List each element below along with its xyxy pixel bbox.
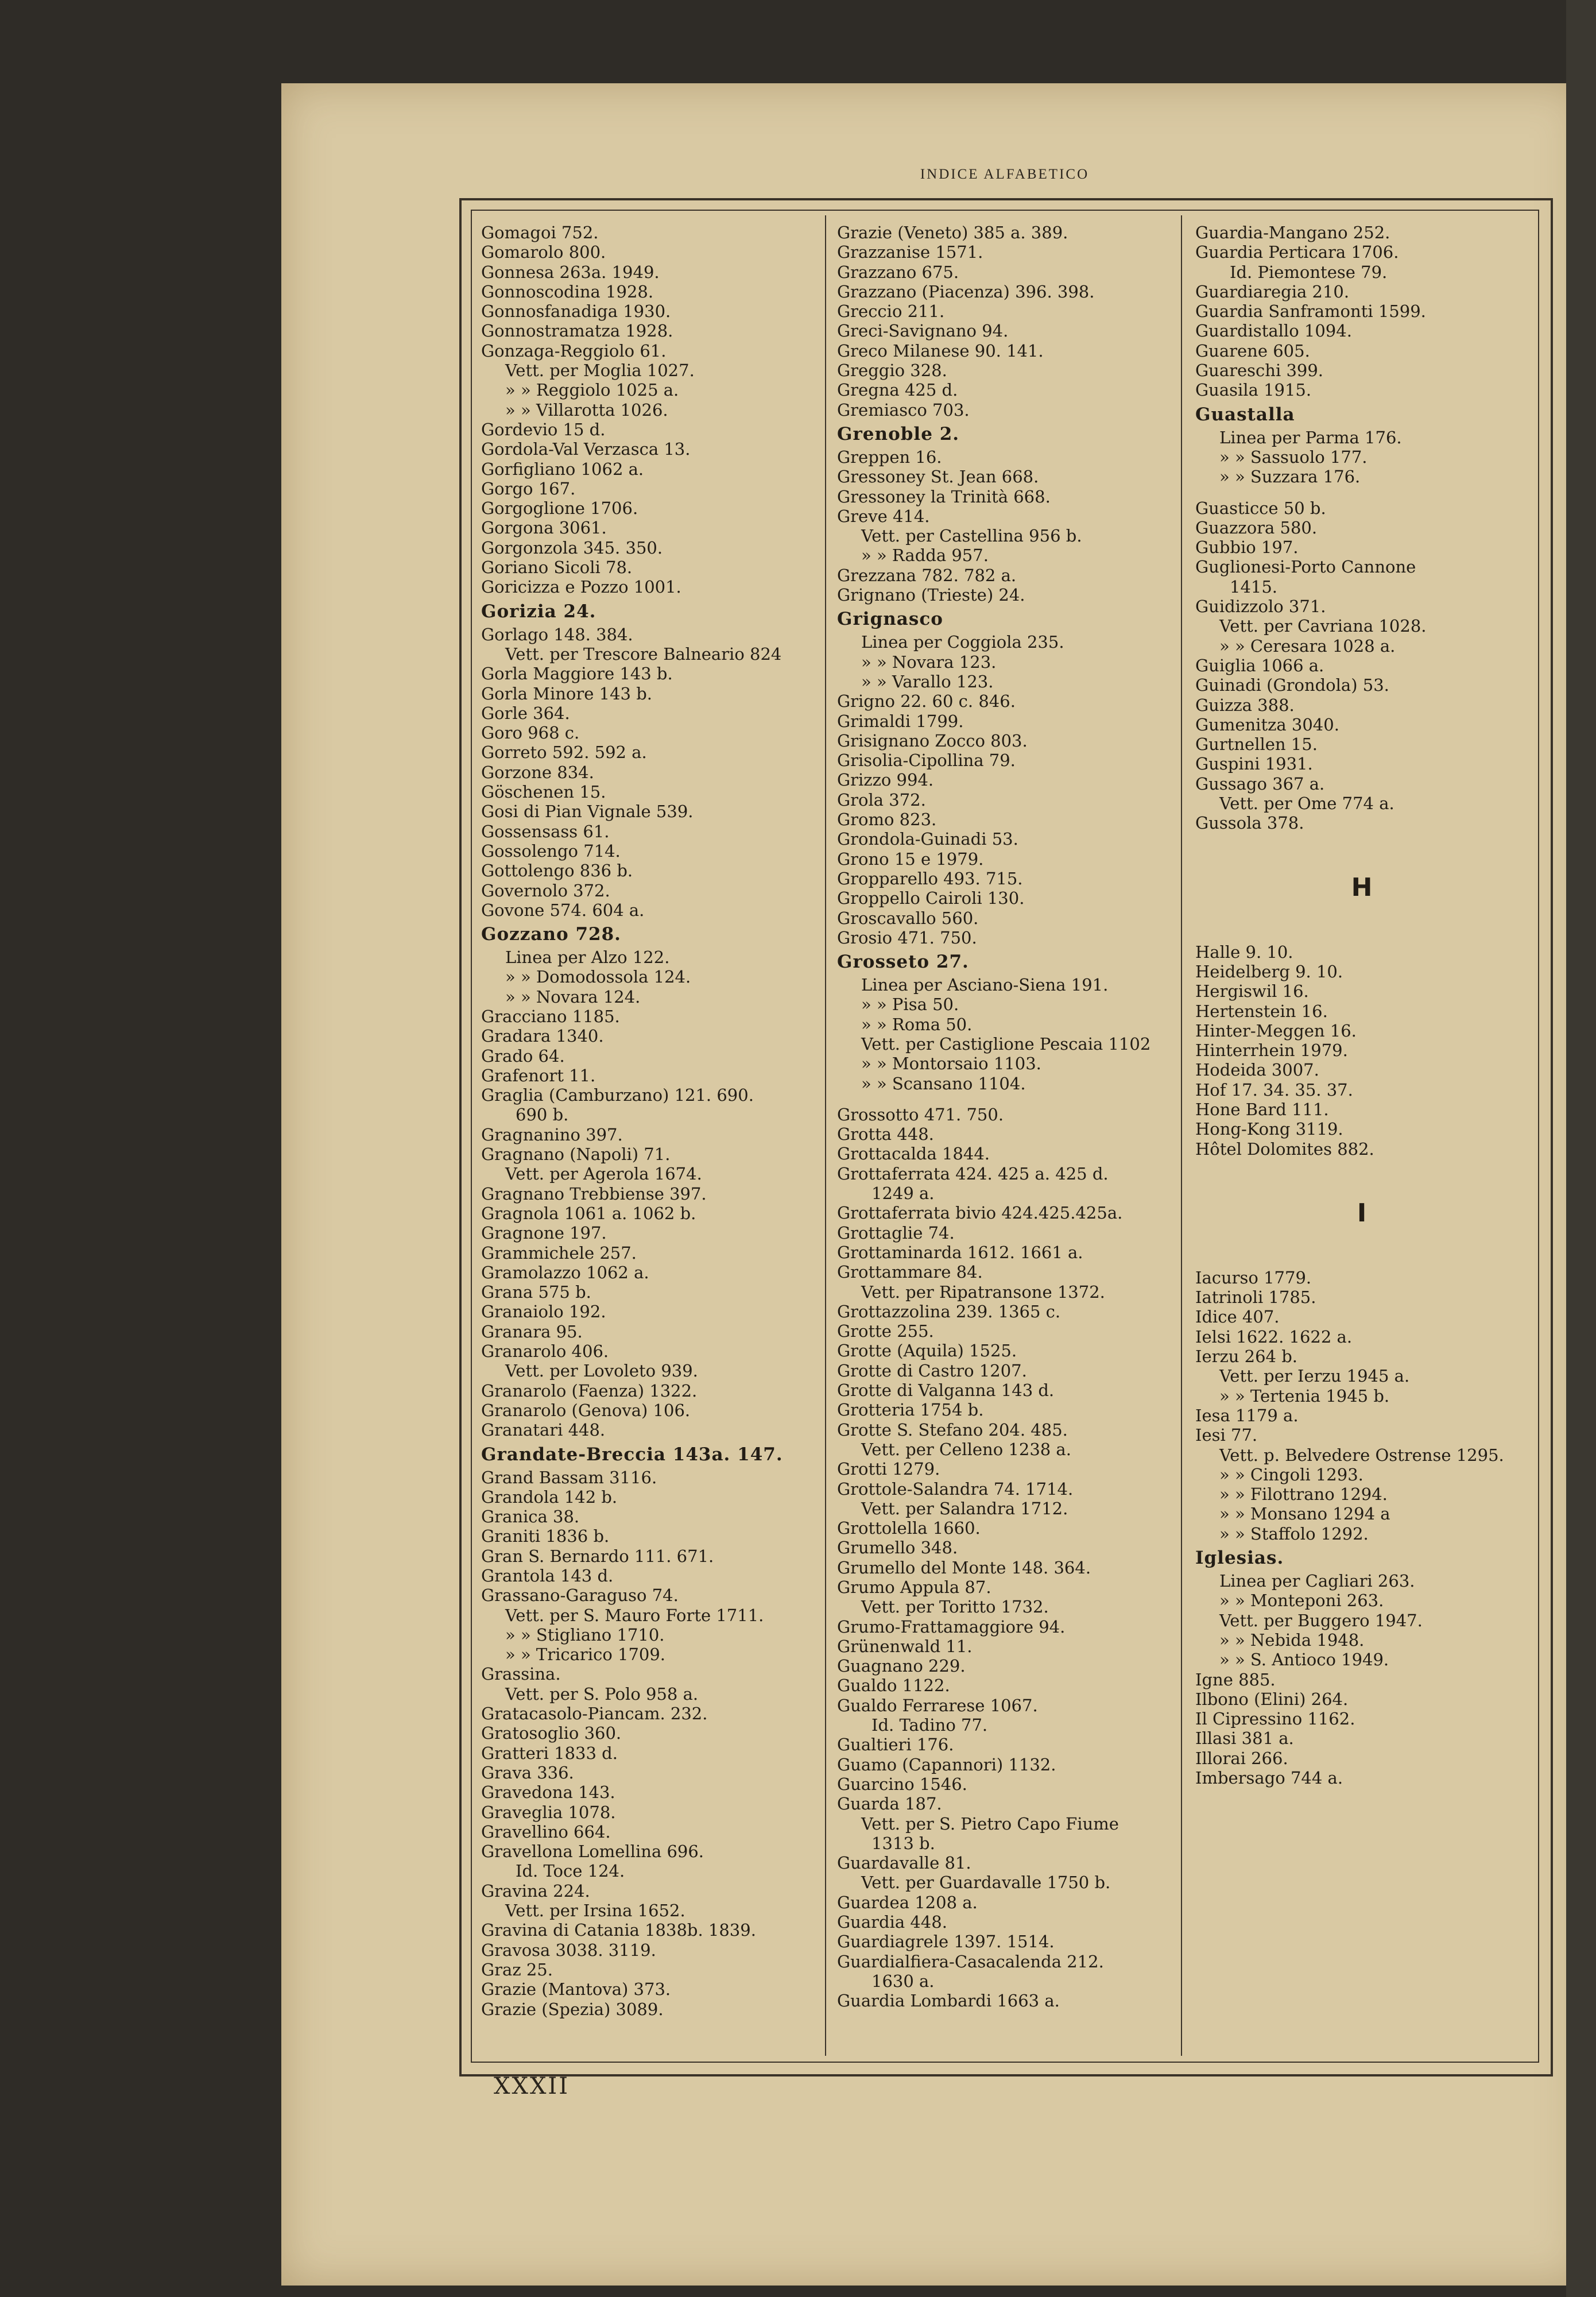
index-entry: Granatari 448. [481,1420,606,1440]
index-heading: Gorizia 24. [481,601,596,622]
index-entry: Id. Toce 124. [516,1861,625,1881]
index-entry: 1313 b. [871,1833,935,1853]
index-entry: Grana 575 b. [481,1282,591,1302]
index-entry: Grotte 255. [837,1321,934,1341]
index-entry: Il Cipressino 1162. [1195,1709,1355,1729]
index-entry: Gorgo 167. [481,478,576,498]
index-entry: Gragnano (Napoli) 71. [481,1144,671,1165]
index-entry: Grondola-Guinadi 53. [837,829,1018,849]
index-entry: Grisignano Zocco 803. [837,730,1028,751]
index-entry: Gubbio 197. [1195,537,1299,558]
index-entry: 1249 a. [871,1184,935,1204]
index-entry: Grosio 471. 750. [837,927,977,948]
index-entry: Gussola 378. [1195,813,1304,833]
index-entry: Granara 95. [481,1321,583,1341]
index-entry: Guiglia 1066 a. [1195,655,1324,675]
index-entry: Gratteri 1833 d. [481,1743,618,1763]
index-entry: Gran S. Bernardo 111. 671. [481,1546,714,1566]
index-entry: Graniti 1836 b. [481,1526,610,1546]
index-entry: Guarda 187. [837,1794,942,1814]
index-entry: Guizza 388. [1195,695,1295,715]
index-entry: Hof 17. 34. 35. 37. [1195,1080,1353,1100]
index-entry: Vett. per Celleno 1238 a. [861,1439,1071,1459]
index-heading: Grignasco [837,609,943,630]
index-entry: Hôtel Dolomites 882. [1195,1139,1374,1159]
index-entry: Hodeida 3007. [1195,1060,1319,1080]
index-entry: Vett. per Cavriana 1028. [1219,616,1427,636]
index-entry: 690 b. [516,1105,569,1125]
index-entry: Grumo-Frattamaggiore 94. [837,1617,1066,1637]
index-entry: » » Novara 124. [505,987,641,1007]
index-entry: Grotti 1279. [837,1459,940,1479]
index-entry: Gragnanino 397. [481,1124,623,1144]
index-entry: Halle 9. 10. [1195,942,1293,962]
index-entry: Grotte di Valganna 143 d. [837,1380,1055,1401]
column-rule [1181,215,1182,2056]
index-entry [1195,1256,1528,1268]
index-entry: Grotteria 1754 b. [837,1400,984,1420]
index-entry: Guardavalle 81. [837,1853,971,1873]
index-heading: Grandate-Breccia 143a. 147. [481,1444,783,1465]
index-entry: Gravina di Catania 1838b. 1839. [481,1920,756,1940]
index-entry: Linea per Asciano-Siena 191. [861,975,1109,995]
index-entry: Gualdo Ferrarese 1067. [837,1695,1038,1715]
index-entry: Guardialfiera-Casacalenda 212. [837,1951,1104,1971]
index-entry: Grottammare 84. [837,1262,983,1282]
index-entry: » » Ceresara 1028 a. [1219,636,1396,656]
index-entry: Gorgona 3061. [481,518,607,538]
index-entry: Grigno 22. 60 c. 846. [837,691,1016,711]
index-entry: Guardia Lombardi 1663 a. [837,1991,1060,2011]
index-entry: Gracciano 1185. [481,1006,620,1026]
section-letter: I [1357,1198,1367,1228]
index-entry: Guspini 1931. [1195,754,1313,774]
index-entry: Granaiolo 192. [481,1302,606,1322]
index-entry: Grottacalda 1844. [837,1144,990,1164]
index-entry: Gossensass 61. [481,821,610,841]
index-entry: Hone Bard 111. [1195,1099,1329,1119]
index-entry: Granarolo (Genova) 106. [481,1400,691,1420]
index-entry: Ierzu 264 b. [1195,1347,1298,1367]
index-entry: Vett. per S. Mauro Forte 1711. [505,1605,764,1625]
index-entry: Gravellona Lomellina 696. [481,1842,704,1862]
index-entry [1195,931,1528,942]
index-entry: Hinterrhein 1979. [1195,1041,1348,1061]
index-entry: Guardia-Mangano 252. [1195,223,1390,242]
index-entry: Vett. per Trescore Balneario 824 [505,644,782,664]
index-entry: Grotte di Castro 1207. [837,1360,1027,1380]
index-entry: Gragnone 197. [481,1223,607,1243]
index-entry: Gratosoglio 360. [481,1723,622,1743]
index-entry: Greco Milanese 90. 141. [837,341,1044,361]
index-entry: Ilbono (Elini) 264. [1195,1689,1349,1709]
index-entry: Grotta 448. [837,1124,934,1144]
index-entry: Gropparello 493. 715. [837,868,1023,888]
index-entry: Gressoney la Trinità 668. [837,486,1051,506]
index-entry: Gualtieri 176. [837,1735,954,1755]
index-entry: Heidelberg 9. 10. [1195,961,1343,981]
index-entry: Grotte S. Stefano 204. 485. [837,1420,1068,1440]
index-entry: Grazie (Veneto) 385 a. 389. [837,223,1068,242]
index-entry: Governolo 372. [481,880,610,900]
index-entry: Grünenwald 11. [837,1636,973,1656]
index-entry: Vett. per Buggero 1947. [1219,1610,1423,1630]
index-entry: Vett. per Ierzu 1945 a. [1219,1366,1410,1386]
index-entry: » » Sassuolo 177. [1219,447,1368,467]
index-entry: Grimaldi 1799. [837,711,964,731]
index-entry: Grazie (Spezia) 3089. [481,1999,664,2019]
index-entry: » » Stigliano 1710. [505,1625,665,1645]
index-entry [1195,1159,1528,1170]
index-entry: Guidizzolo 371. [1195,597,1326,617]
index-entry [1195,833,1528,845]
index-entry: Greve 414. [837,506,930,526]
index-entry: » » Pisa 50. [861,995,959,1015]
index-entry: Gressoney St. Jean 668. [837,467,1039,487]
index-entry: Gosi di Pian Vignale 539. [481,802,694,822]
index-entry: Vett. per Toritto 1732. [861,1597,1049,1617]
index-entry: Gramolazzo 1062 a. [481,1262,649,1282]
index-entry: Vett. per S. Pietro Capo Fiume [861,1813,1119,1834]
index-entry: » » Villarotta 1026. [505,400,668,420]
index-entry: Vett. per Salandra 1712. [861,1498,1068,1518]
index-entry: Gravedona 143. [481,1782,615,1803]
index-entry: Vett. per Agerola 1674. [505,1164,702,1184]
index-entry: Gorgonzola 345. 350. [481,537,663,558]
index-entry: Gomagoi 752. [481,223,599,242]
index-entry: » » Staffolo 1292. [1219,1523,1369,1544]
index-entry: Guamo (Capannori) 1132. [837,1754,1056,1774]
index-entry: Gurtnellen 15. [1195,734,1318,755]
index-entry: Gragnano Trebbiense 397. [481,1184,707,1204]
index-entry: Grandola 142 b. [481,1487,618,1507]
index-entry: Greggio 328. [837,361,947,381]
index-entry: Hergiswil 16. [1195,981,1309,1001]
index-entry: Greccio 211. [837,301,945,322]
index-entry: Vett. per Guardavalle 1750 b. [861,1873,1111,1893]
index-entry: Grezzana 782. 782 a. [837,565,1017,585]
index-entry: Illasi 381 a. [1195,1728,1294,1749]
index-entry: Vett. per Irsina 1652. [505,1901,685,1921]
index-entry: Grazzanise 1571. [837,242,983,262]
index-entry: Grottole-Salandra 74. 1714. [837,1479,1074,1499]
index-entry: Guazzora 580. [1195,517,1318,537]
index-entry: Grand Bassam 3116. [481,1467,657,1487]
index-entry: Grava 336. [481,1762,574,1782]
index-entry: Id. Piemontese 79. [1230,262,1388,282]
section-letter: H [1351,872,1373,902]
index-entry: Grazzano (Piacenza) 396. 398. [837,281,1095,301]
index-entry: Greci-Savignano 94. [837,321,1009,341]
index-entry: Grottaminarda 1612. 1661 a. [837,1242,1083,1262]
index-entry: Grignano (Trieste) 24. [837,585,1025,605]
index-entry: Gorgoglione 1706. [481,498,638,519]
index-entry: Gonnoscodina 1928. [481,281,654,301]
index-entry: Grottazzolina 239. 1365 c. [837,1301,1061,1321]
index-entry: Vett. per Moglia 1027. [505,361,695,381]
index-entry: » » Monsano 1294 a [1219,1504,1390,1524]
index-entry: Grono 15 e 1979. [837,849,984,869]
index-entry: Ielsi 1622. 1622 a. [1195,1327,1353,1347]
index-entry: Govone 574. 604 a. [481,900,645,920]
index-entry: Gonnostramatza 1928. [481,321,673,341]
index-entry: Grola 372. [837,790,926,810]
index-entry: Granica 38. [481,1507,580,1527]
index-entry: Gorla Minore 143 b. [481,683,652,703]
index-entry: Id. Tadino 77. [871,1715,988,1735]
index-entry: Hertenstein 16. [1195,1001,1328,1021]
index-entry: Gradara 1340. [481,1026,604,1046]
index-entry: Guardia 448. [837,1912,947,1932]
page-header: INDICE ALFABETICO [920,167,1090,182]
index-entry: Gorle 364. [481,703,570,723]
index-entry: Grassina. [481,1664,561,1684]
index-entry: Grafenort 11. [481,1065,596,1085]
index-entry: Hong-Kong 3119. [1195,1119,1343,1139]
index-entry: Grumo Appula 87. [837,1577,991,1597]
page-edge [1566,0,1596,2297]
index-entry: » » Nebida 1948. [1219,1630,1365,1650]
index-entry: Graglia (Camburzano) 121. 690. [481,1085,754,1105]
index-heading: Iglesias. [1195,1548,1284,1569]
index-entry: Gussago 367 a. [1195,774,1325,794]
index-entry: Gottolengo 836 b. [481,861,633,881]
index-entry: » » Domodossola 124. [505,967,691,987]
index-entry: Graveglia 1078. [481,1802,616,1822]
page-number: XXXII [494,2073,570,2099]
index-entry: Vett. per Ome 774 a. [1219,794,1394,814]
index-entry: Gremiasco 703. [837,400,970,420]
index-entry: » » Tricarico 1709. [505,1645,666,1665]
index-entry: Gragnola 1061 a. 1062 b. [481,1203,696,1223]
index-entry: Linea per Cagliari 263. [1219,1571,1415,1591]
index-entry: Guardia Sanframonti 1599. [1195,301,1426,322]
index-entry: Gratacasolo-Piancam. 232. [481,1704,708,1724]
index-heading: Grosseto 27. [837,952,969,973]
index-entry: Igne 885. [1195,1669,1276,1689]
index-entry: Gorlago 148. 384. [481,624,633,644]
index-entry: » » Reggiolo 1025 a. [505,380,679,400]
index-entry: Gorzone 834. [481,762,594,782]
index-entry: » » Scansano 1104. [861,1073,1026,1093]
index-entry: Vett. per Castellina 956 b. [861,526,1082,546]
index-entry: Guardiagrele 1397. 1514. [837,1932,1055,1952]
index-entry: Iatrinoli 1785. [1195,1287,1316,1308]
index-entry: Gorla Maggiore 143 b. [481,664,673,684]
index-entry: Vett. per S. Polo 958 a. [505,1684,699,1704]
index-entry: » » Novara 123. [861,652,997,672]
index-entry: Gregna 425 d. [837,380,958,400]
index-entry: Göschenen 15. [481,782,606,802]
index-entry: Gordevio 15 d. [481,419,606,439]
index-entry: Grossotto 471. 750. [837,1104,1004,1124]
index-entry: Gonzaga-Reggiolo 61. [481,341,667,361]
index-entry: Guareschi 399. [1195,361,1324,381]
index-entry: Gonnesa 263a. 1949. [481,262,660,282]
index-entry: Guarene 605. [1195,341,1310,361]
index-entry: Imbersago 744 a. [1195,1768,1343,1788]
index-entry: Goricizza e Pozzo 1001. [481,577,681,597]
index-entry: » » Varallo 123. [861,671,994,691]
index-entry: Grado 64. [481,1046,565,1066]
index-entry: Vett. per Lovoleto 939. [505,1361,698,1381]
index-heading: Guastalla [1195,404,1295,425]
index-entry: Gonnosfanadiga 1930. [481,301,671,322]
index-entry: Linea per Coggiola 235. [861,632,1064,652]
index-entry: Grazzano 675. [837,262,959,282]
index-entry: Gravosa 3038. 3119. [481,1940,656,1960]
index-entry: Iacurso 1779. [1195,1267,1312,1287]
index-entry: Gossolengo 714. [481,841,621,861]
index-entry: Gumenitza 3040. [1195,714,1339,734]
index-entry: Graz 25. [481,1959,553,1979]
index-entry: » » Roma 50. [861,1014,973,1034]
index-entry: Grisolia-Cipollina 79. [837,751,1016,771]
index-entry: » » Filottrano 1294. [1219,1484,1388,1505]
index-entry: Grottaglie 74. [837,1223,955,1243]
index-entry: Guardistallo 1094. [1195,321,1352,341]
index-entry: Grassano-Garaguso 74. [481,1586,679,1606]
index-entry: » » S. Antioco 1949. [1219,1650,1389,1670]
index-entry: Gorreto 592. 592 a. [481,743,647,763]
index-entry: Guagnano 229. [837,1656,966,1676]
index-entry: Granarolo (Faenza) 1322. [481,1380,698,1401]
index-entry: Goro 968 c. [481,723,580,743]
index-entry: Gravellino 664. [481,1822,611,1842]
index-entry: Iesi 77. [1195,1425,1258,1445]
index-entry: Guasticce 50 b. [1195,498,1326,518]
index-entry: Grottaferrata bivio 424.425.425a. [837,1203,1123,1223]
index-entry: Guardea 1208 a. [837,1892,978,1912]
index-entry: Linea per Alzo 122. [505,948,670,968]
index-heading: Gozzano 728. [481,924,621,945]
index-entry: Groscavallo 560. [837,908,979,928]
index-entry: 1415. [1230,577,1278,597]
index-entry: » » Montorsaio 1103. [861,1054,1041,1074]
index-entry: » » Suzzara 176. [1219,467,1361,487]
index-entry: Guarcino 1546. [837,1774,967,1794]
index-entry: Grizzo 994. [837,770,934,790]
index-entry: Guardiaregia 210. [1195,281,1350,301]
index-column-1 [481,223,783,2019]
index-entry: Vett. per Castiglione Pescaia 1102 [861,1034,1151,1054]
index-entry: Guardia Perticara 1706. [1195,242,1399,262]
index-entry: Vett. per Ripatransone 1372. [861,1282,1105,1302]
column-rule [825,215,826,2056]
index-entry [837,1093,1150,1105]
index-entry: Goriano Sicoli 78. [481,558,633,578]
index-entry: Greppen 16. [837,447,942,467]
index-entry: » » Tertenia 1945 b. [1219,1386,1390,1406]
index-entry: Gorfigliano 1062 a. [481,459,644,479]
index-entry: Guinadi (Grondola) 53. [1195,675,1389,695]
index-column-3 [1195,223,1528,1788]
index-entry: » » Monteponi 263. [1219,1591,1384,1611]
index-entry: Groppello Cairoli 130. [837,888,1025,908]
index-entry: Gualdo 1122. [837,1676,950,1696]
index-entry: Grottolella 1660. [837,1518,981,1538]
index-entry: Grotte (Aquila) 1525. [837,1341,1017,1361]
index-entry: Gordola-Val Verzasca 13. [481,439,691,459]
index-entry: Grantola 143 d. [481,1566,614,1586]
index-entry: Gromo 823. [837,810,937,830]
index-entry: Guasila 1915. [1195,380,1312,400]
index-entry: Gravina 224. [481,1881,590,1901]
index-entry: » » Cingoli 1293. [1219,1464,1363,1484]
index-entry: Linea per Parma 176. [1219,427,1402,447]
index-entry: Gomarolo 800. [481,242,606,262]
index-entry: Granarolo 406. [481,1341,609,1362]
index-entry: » » Radda 957. [861,546,989,566]
index-entry: Grumello del Monte 148. 364. [837,1557,1091,1577]
index-entry: Idice 407. [1195,1307,1280,1327]
index-entry: 1630 a. [871,1971,935,1991]
index-entry: Grumello 348. [837,1538,958,1558]
index-entry: Illorai 266. [1195,1748,1288,1768]
index-entry: Grazie (Mantova) 373. [481,1979,671,2000]
index-entry: Guglionesi-Porto Cannone [1195,557,1416,577]
index-entry: Grammichele 257. [481,1243,637,1263]
index-entry: Hinter-Meggen 16. [1195,1020,1357,1041]
index-entry: Vett. p. Belvedere Ostrense 1295. [1219,1445,1504,1465]
index-heading: Grenoble 2. [837,423,960,444]
index-column-2 [837,223,1150,2011]
index-entry: Iesa 1179 a. [1195,1405,1299,1425]
index-entry: Grottaferrata 424. 425 a. 425 d. [837,1163,1109,1184]
index-entry [1195,487,1528,498]
